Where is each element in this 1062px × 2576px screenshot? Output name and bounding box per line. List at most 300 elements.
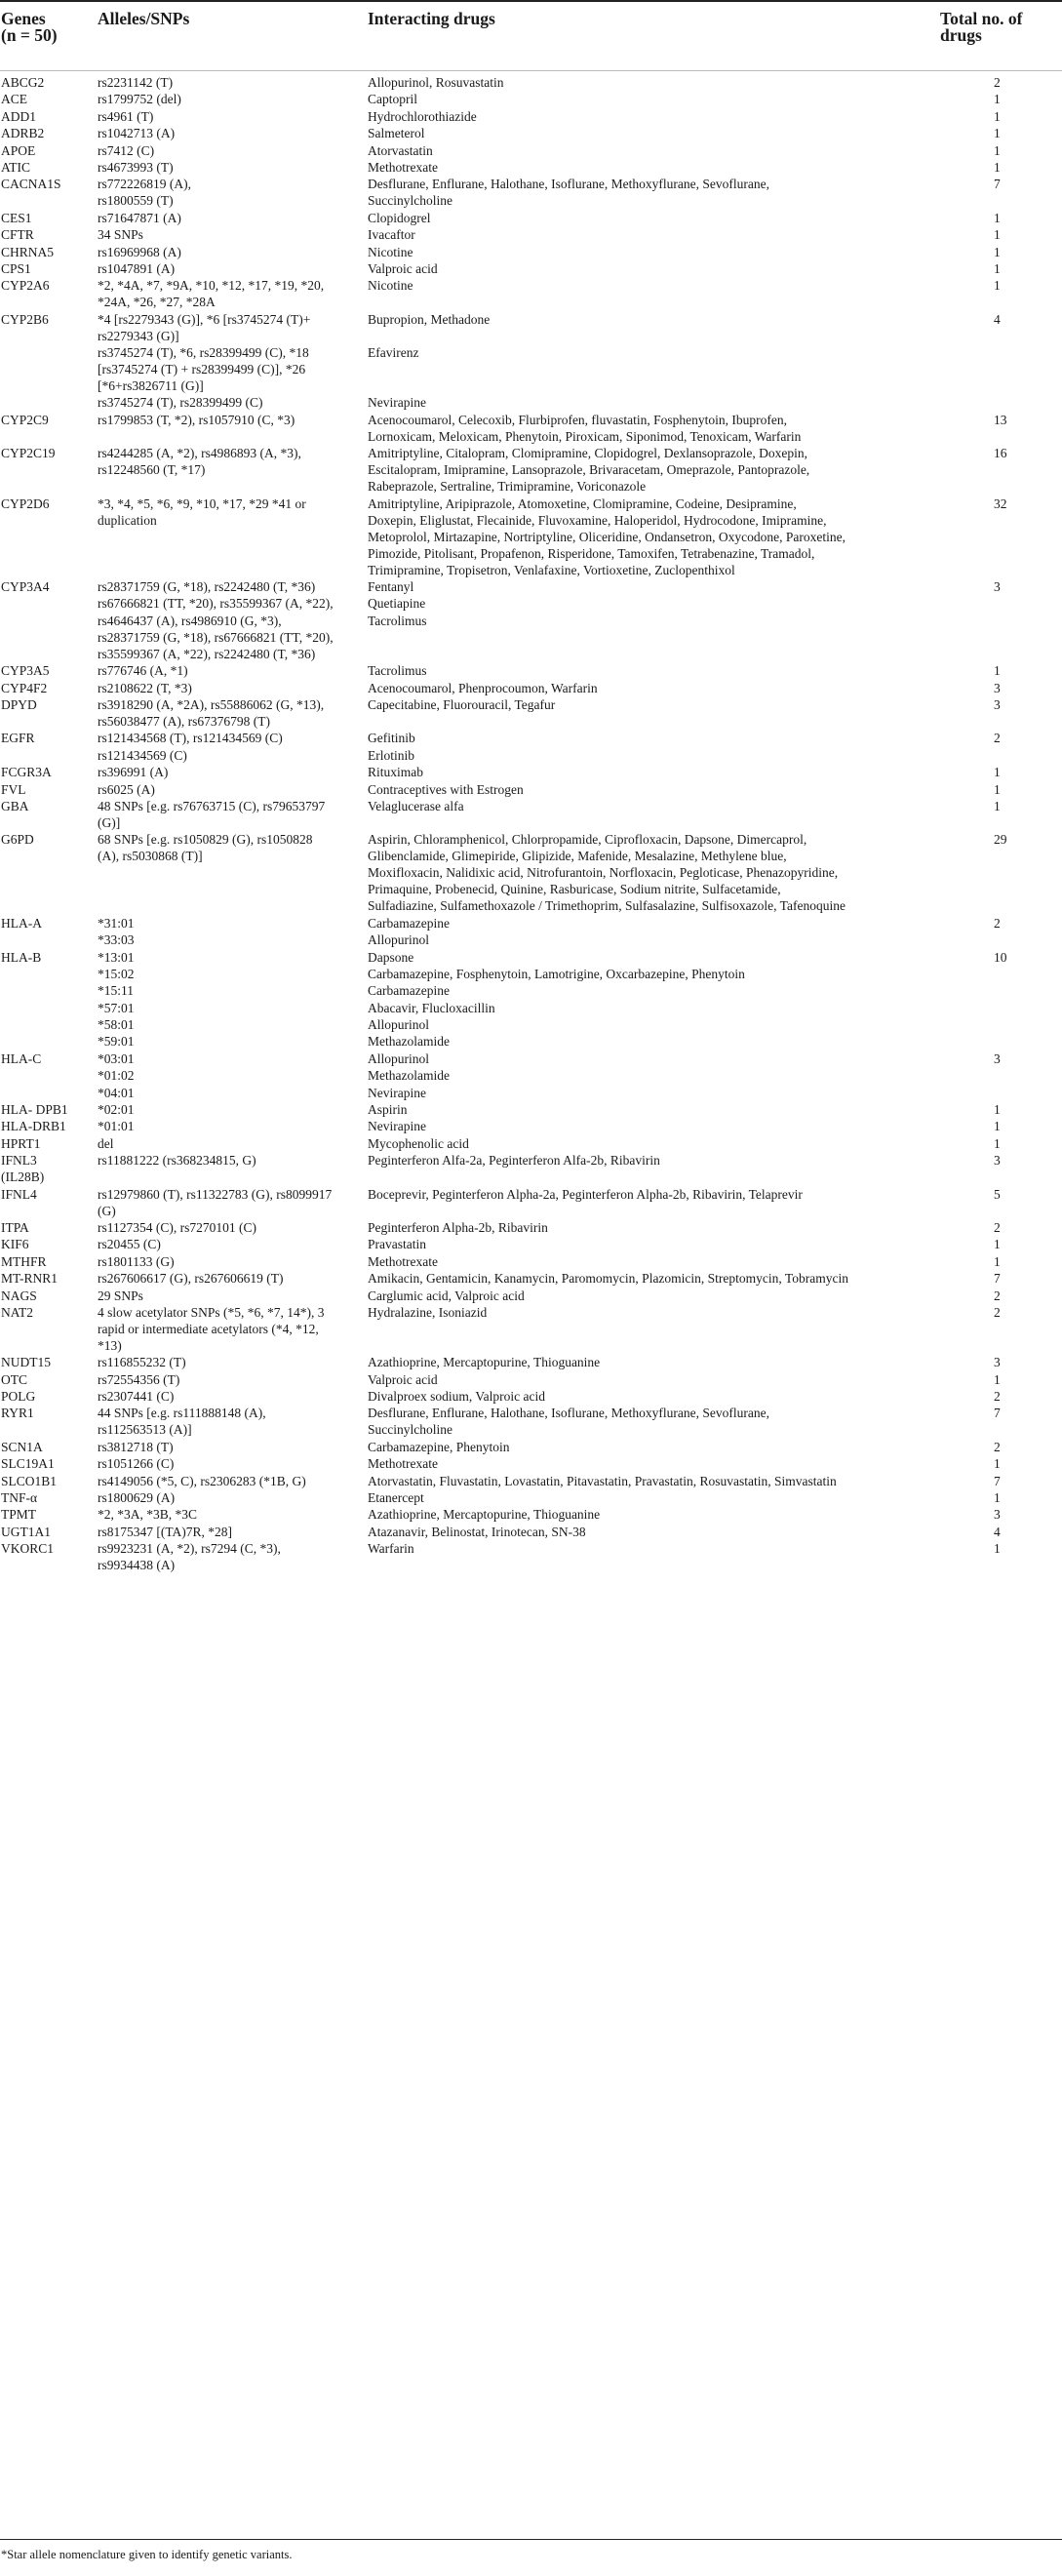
total-cell: 2 <box>994 915 1001 931</box>
total-cell: 3 <box>994 696 1001 712</box>
bottom-rule <box>0 2539 1062 2540</box>
drugs-cell-line: Azathioprine, Mercaptopurine, Thioguanine <box>368 1507 601 1523</box>
allele-cell-line: rs112563513 (A)] <box>98 1422 192 1438</box>
drugs-cell-line: Quetiapine <box>368 596 426 612</box>
drugs-cell <box>368 495 933 578</box>
header-total-line1: Total no. of <box>940 9 1023 28</box>
allele-cell <box>98 445 359 478</box>
drugs-cell-line: Methazolamide <box>368 1034 450 1050</box>
header-total-line2: drugs <box>940 25 982 45</box>
allele-cell <box>98 1270 359 1287</box>
total-cell: 1 <box>994 1541 1001 1557</box>
drugs-cell <box>368 1067 933 1084</box>
gene-cell-line: UGT1A1 <box>1 1524 51 1539</box>
allele-cell-line: rapid or intermediate acetylators (*4, *12, <box>98 1321 319 1336</box>
table-row <box>0 662 1062 679</box>
allele-cell <box>98 1135 359 1152</box>
gene-cell-line: VKORC1 <box>1 1541 55 1557</box>
allele-cell-line: *02:01 <box>98 1102 135 1118</box>
table-row <box>0 1473 1062 1489</box>
drugs-cell-line: Methotrexate <box>368 1456 438 1472</box>
table-row <box>0 210 1062 226</box>
gene-cell <box>1 730 93 746</box>
header-rule <box>0 70 1062 71</box>
allele-cell <box>98 915 359 931</box>
drugs-cell-line: Nevirapine <box>368 395 426 411</box>
table-row <box>0 1288 1062 1304</box>
allele-cell-line: rs9923231 (A, *2), rs7294 (C, *3), <box>98 1541 281 1557</box>
allele-cell <box>98 1304 359 1354</box>
drugs-cell-line: Carbamazepine <box>368 915 450 931</box>
allele-cell-line: 44 SNPs [e.g. rs111888148 (A), <box>98 1406 266 1421</box>
total-cell: 2 <box>994 731 1001 746</box>
gene-cell <box>1 1288 93 1304</box>
total-cell: 1 <box>994 108 1001 124</box>
gene-cell <box>1 210 93 226</box>
allele-cell-line: *13) <box>98 1337 122 1353</box>
gene-cell-line: SLCO1B1 <box>1 1473 58 1488</box>
allele-cell-line: rs72554356 (T) <box>98 1371 180 1387</box>
drugs-cell-line: Valproic acid <box>368 1371 438 1387</box>
total-cell: 1 <box>994 1102 1001 1118</box>
gene-cell-line: CYP2A6 <box>1 278 50 294</box>
allele-cell <box>98 831 359 864</box>
total-cell: 3 <box>994 1507 1001 1523</box>
gene-cell-line: TPMT <box>1 1507 37 1523</box>
gene-cell-line: CACNA1S <box>1 177 61 192</box>
drugs-cell <box>368 1219 933 1236</box>
drugs-cell-line: Acenocoumarol, Phenprocoumon, Warfarin <box>368 680 598 695</box>
allele-cell-line: rs2108622 (T, *3) <box>98 680 192 695</box>
allele-cell-line: rs12248560 (T, *17) <box>98 462 206 478</box>
allele-cell-line: rs396991 (A) <box>98 765 169 780</box>
drugs-cell <box>368 1405 933 1438</box>
allele-cell <box>98 108 359 125</box>
gene-cell <box>1 949 93 966</box>
drugs-cell-line: Allopurinol <box>368 932 429 948</box>
gene-cell-line: TNF-α <box>1 1490 38 1506</box>
gene-cell-line: HLA-C <box>1 1050 42 1066</box>
drugs-cell <box>368 1135 933 1152</box>
total-cell: 2 <box>994 1304 1001 1320</box>
table-row <box>0 1000 1062 1016</box>
allele-cell <box>98 74 359 91</box>
allele-cell-line: rs776746 (A, *1) <box>98 663 188 679</box>
drugs-cell-line: Hydralazine, Isoniazid <box>368 1304 488 1320</box>
allele-cell-line: rs4244285 (A, *2), rs4986893 (A, *3), <box>98 446 301 461</box>
gene-cell <box>1 1101 93 1118</box>
allele-cell-line: rs71647871 (A) <box>98 210 181 225</box>
table-row <box>0 260 1062 277</box>
drugs-cell <box>368 1489 933 1506</box>
allele-cell <box>98 949 359 966</box>
drugs-cell-line: Allopurinol <box>368 1017 429 1033</box>
allele-cell-line: rs67666821 (TT, *20), rs35599367 (A, *22), <box>98 596 334 612</box>
gene-cell-line: GBA <box>1 798 29 813</box>
allele-cell-line: *4 [rs2279343 (G)], *6 [rs3745274 (T)+ <box>98 311 311 327</box>
table-row <box>0 142 1062 159</box>
drugs-cell <box>368 595 933 612</box>
allele-cell-line: [rs3745274 (T) + rs28399499 (C)], *26 <box>98 362 306 377</box>
drugs-cell-line: Abacavir, Flucloxacillin <box>368 1000 495 1015</box>
total-cell: 1 <box>994 227 1001 243</box>
allele-cell-line: *33:03 <box>98 932 135 948</box>
drugs-cell-line: Mycophenolic acid <box>368 1135 469 1151</box>
total-cell: 1 <box>994 1237 1001 1252</box>
table-row <box>0 1135 1062 1152</box>
header-genes <box>1 6 89 45</box>
drugs-cell-line: Glibenclamide, Glimepiride, Glipizide, Mafenide, Mesalazine, Methylene blue, <box>368 849 787 864</box>
table-body <box>0 74 1062 1574</box>
allele-cell <box>98 578 359 595</box>
drugs-cell <box>368 1101 933 1118</box>
allele-cell-line: *15:11 <box>98 983 134 999</box>
allele-cell-line: rs3745274 (T), *6, rs28399499 (C), *18 <box>98 345 309 361</box>
allele-cell <box>98 142 359 159</box>
drugs-cell <box>368 412 933 445</box>
footnote: *Star allele nomenclature given to identify genetic variants. <box>1 2548 293 2561</box>
gene-cell-line: KIF6 <box>1 1237 29 1252</box>
total-cell: 3 <box>994 579 1001 595</box>
gene-cell <box>1 108 93 125</box>
allele-cell-line: rs1800559 (T) <box>98 193 174 209</box>
gene-cell-line: ABCG2 <box>1 75 45 90</box>
allele-cell-line: *13:01 <box>98 949 135 965</box>
gene-cell <box>1 91 93 107</box>
table-row <box>0 1236 1062 1252</box>
drugs-cell <box>368 1455 933 1472</box>
allele-cell-line: (G)] <box>98 814 121 830</box>
total-cell: 1 <box>994 159 1001 175</box>
gene-cell <box>1 74 93 91</box>
drugs-cell-line: Primaquine, Probenecid, Quinine, Rasburicase, Sodium nitrite, Sulfacetamide, <box>368 882 781 897</box>
gene-cell <box>1 1388 93 1405</box>
gene-cell-line: HLA-B <box>1 949 42 965</box>
total-cell: 1 <box>994 1119 1001 1134</box>
table-row <box>0 1253 1062 1270</box>
allele-cell-line: rs1042713 (A) <box>98 126 176 141</box>
table-row <box>0 1270 1062 1287</box>
gene-cell <box>1 764 93 780</box>
gene-cell <box>1 1524 93 1540</box>
allele-cell-line: 68 SNPs [e.g. rs1050829 (G), rs1050828 <box>98 832 313 848</box>
gene-cell <box>1 1506 93 1523</box>
gene-cell-line: CPS1 <box>1 260 31 276</box>
drugs-cell <box>368 931 933 948</box>
drugs-cell <box>368 798 933 814</box>
allele-cell-line: rs56038477 (A), rs67376798 (T) <box>98 713 270 729</box>
drugs-cell-line: Velaglucerase alfa <box>368 798 464 813</box>
allele-cell-line: rs4961 (T) <box>98 108 154 124</box>
gene-cell-line: MT-RNR1 <box>1 1271 59 1287</box>
table-row <box>0 982 1062 999</box>
table-row <box>0 311 1062 344</box>
gene-cell <box>1 125 93 141</box>
drugs-cell-line: Nicotine <box>368 244 413 259</box>
gene-cell-line: ACE <box>1 92 27 107</box>
total-cell: 1 <box>994 1253 1001 1269</box>
allele-cell-line: rs1801133 (G) <box>98 1253 175 1269</box>
gene-cell <box>1 1152 93 1185</box>
gene-cell-line: HLA-DRB1 <box>1 1119 66 1134</box>
header-genes-line1: Genes <box>1 9 46 28</box>
gene-cell <box>1 662 93 679</box>
drugs-cell <box>368 1118 933 1134</box>
drugs-cell-line: Tacrolimus <box>368 663 427 679</box>
drugs-cell-line: Succinylcholine <box>368 1422 452 1438</box>
allele-cell-line: *15:02 <box>98 966 135 981</box>
gene-cell-line: NAT2 <box>1 1304 33 1320</box>
allele-cell-line: rs3812718 (T) <box>98 1439 174 1454</box>
table-row <box>0 966 1062 982</box>
total-cell: 1 <box>994 210 1001 225</box>
drugs-cell <box>368 831 933 914</box>
gene-cell-line: IFNL4 <box>1 1186 37 1202</box>
drugs-cell <box>368 613 933 629</box>
table-row <box>0 159 1062 176</box>
total-cell: 2 <box>994 1389 1001 1405</box>
gene-cell-line: RYR1 <box>1 1406 34 1421</box>
gene-cell <box>1 1439 93 1455</box>
allele-cell-line: (A), rs5030868 (T)] <box>98 849 203 864</box>
table-row <box>0 1540 1062 1573</box>
drugs-cell <box>368 1540 933 1557</box>
allele-cell-line: rs11881222 (rs368234815, G) <box>98 1153 256 1169</box>
drugs-cell-line: Ivacaftor <box>368 227 415 243</box>
table-row <box>0 226 1062 243</box>
allele-cell-line: *2, *4A, *7, *9A, *10, *12, *17, *19, *20, <box>98 278 325 294</box>
allele-cell <box>98 210 359 226</box>
allele-cell-line: rs116855232 (T) <box>98 1355 186 1370</box>
allele-cell <box>98 966 359 982</box>
table-row <box>0 1388 1062 1405</box>
table-row <box>0 1405 1062 1438</box>
total-cell: 7 <box>994 1406 1001 1421</box>
allele-cell-line: rs16969968 (A) <box>98 244 181 259</box>
gene-cell <box>1 311 93 328</box>
allele-cell <box>98 1473 359 1489</box>
allele-cell <box>98 1000 359 1016</box>
gene-cell-line: G6PD <box>1 832 34 848</box>
total-cell: 3 <box>994 1153 1001 1169</box>
drugs-cell-line: Lornoxicam, Meloxicam, Phenytoin, Piroxicam, Siponimod, Tenoxicam, Warfarin <box>368 428 802 444</box>
gene-cell-line: HLA- DPB1 <box>1 1102 68 1118</box>
drugs-cell-line: Fentanyl <box>368 579 414 595</box>
gene-cell-line: CYP2B6 <box>1 311 49 327</box>
table-row <box>0 1033 1062 1050</box>
gene-cell-line: SLC19A1 <box>1 1456 55 1472</box>
gene-cell-line: CYP2C19 <box>1 446 56 461</box>
drugs-cell <box>368 125 933 141</box>
gene-cell <box>1 412 93 428</box>
gene-cell <box>1 1050 93 1067</box>
drugs-cell <box>368 176 933 209</box>
allele-cell-line: rs6025 (A) <box>98 781 155 797</box>
allele-cell <box>98 1101 359 1118</box>
allele-cell <box>98 495 359 529</box>
header-drugs: Interacting drugs <box>368 9 495 28</box>
drugs-cell-line: Atazanavir, Belinostat, Irinotecan, SN-38 <box>368 1524 586 1539</box>
table-row <box>0 91 1062 107</box>
allele-cell-line: rs121434568 (T), rs121434569 (C) <box>98 731 283 746</box>
drugs-cell-line: Dapsone <box>368 949 414 965</box>
drugs-cell <box>368 662 933 679</box>
allele-cell-line: 48 SNPs [e.g. rs76763715 (C), rs79653797 <box>98 798 326 813</box>
drugs-cell <box>368 1152 933 1169</box>
gene-cell <box>1 831 93 848</box>
allele-cell <box>98 394 359 411</box>
gene-cell <box>1 445 93 461</box>
allele-cell-line: *31:01 <box>98 915 135 931</box>
gene-cell <box>1 1489 93 1506</box>
drugs-cell <box>368 1186 933 1203</box>
allele-cell-line: rs1047891 (A) <box>98 260 176 276</box>
drugs-cell-line: Carbamazepine <box>368 983 450 999</box>
drugs-cell-line: Methazolamide <box>368 1068 450 1084</box>
drugs-cell-line: Erlotinib <box>368 747 414 763</box>
total-cell: 1 <box>994 92 1001 107</box>
allele-cell <box>98 1405 359 1438</box>
table-row <box>0 176 1062 209</box>
header-genes-line2: (n = 50) <box>1 25 58 45</box>
drugs-cell <box>368 1236 933 1252</box>
drugs-cell <box>368 1253 933 1270</box>
allele-cell-line: *24A, *26, *27, *28A <box>98 295 216 310</box>
table-row <box>0 1067 1062 1084</box>
header-total <box>940 6 1057 45</box>
allele-cell <box>98 125 359 141</box>
gene-cell-line: OTC <box>1 1371 27 1387</box>
drugs-cell-line: Boceprevir, Peginterferon Alpha-2a, Peginterferon Alpha-2b, Ribavirin, Telaprevir <box>368 1186 803 1202</box>
drugs-cell-line: Amikacin, Gentamicin, Kanamycin, Paromomycin, Plazomicin, Streptomycin, Tobramycin <box>368 1271 848 1287</box>
total-cell: 1 <box>994 663 1001 679</box>
gene-cell <box>1 1473 93 1489</box>
allele-cell <box>98 344 359 394</box>
allele-cell-line: rs4673993 (T) <box>98 159 174 175</box>
drugs-cell-line: Carbamazepine, Fosphenytoin, Lamotrigine, Oxcarbazepine, Phenytoin <box>368 966 745 981</box>
drugs-cell <box>368 344 933 361</box>
total-cell: 7 <box>994 177 1001 192</box>
allele-cell <box>98 1050 359 1067</box>
total-cell: 2 <box>994 75 1001 90</box>
total-cell: 1 <box>994 798 1001 813</box>
gene-cell <box>1 1270 93 1287</box>
drugs-cell-line: Hydrochlorothiazide <box>368 108 477 124</box>
allele-cell-line: 29 SNPs <box>98 1288 143 1303</box>
total-cell: 29 <box>994 832 1007 848</box>
drugs-cell <box>368 949 933 966</box>
drugs-cell-line: Methotrexate <box>368 159 438 175</box>
gene-cell-line: FVL <box>1 781 26 797</box>
allele-cell <box>98 1288 359 1304</box>
drugs-cell-line: Capecitabine, Fluorouracil, Tegafur <box>368 696 556 712</box>
drugs-cell-line: Rituximab <box>368 765 423 780</box>
drugs-cell-line: Aspirin <box>368 1102 408 1118</box>
drugs-cell <box>368 244 933 260</box>
total-cell: 2 <box>994 1219 1001 1235</box>
allele-cell-line: rs3745274 (T), rs28399499 (C) <box>98 395 263 411</box>
drugs-cell-line: Efavirenz <box>368 345 419 361</box>
drugs-cell-line: Peginterferon Alfa-2a, Peginterferon Alfa-2b, Ribavirin <box>368 1153 660 1169</box>
total-cell: 1 <box>994 1456 1001 1472</box>
total-cell: 13 <box>994 412 1007 427</box>
drugs-cell <box>368 277 933 294</box>
allele-cell-line: *01:02 <box>98 1068 135 1084</box>
gene-cell <box>1 1186 93 1203</box>
table-row <box>0 595 1062 612</box>
allele-cell <box>98 1236 359 1252</box>
drugs-cell-line: Methotrexate <box>368 1253 438 1269</box>
allele-cell-line: rs12979860 (T), rs11322783 (G), rs8099917 <box>98 1186 333 1202</box>
gene-cell <box>1 1135 93 1152</box>
drugs-cell <box>368 764 933 780</box>
allele-cell <box>98 595 359 612</box>
total-cell: 3 <box>994 1050 1001 1066</box>
drugs-cell <box>368 747 933 764</box>
allele-cell <box>98 277 359 310</box>
allele-cell-line: duplication <box>98 512 157 528</box>
total-cell: 16 <box>994 446 1007 461</box>
total-cell: 1 <box>994 781 1001 797</box>
table-row <box>0 915 1062 931</box>
total-cell: 3 <box>994 1355 1001 1370</box>
table-row <box>0 831 1062 914</box>
drugs-cell <box>368 210 933 226</box>
total-cell: 3 <box>994 680 1001 695</box>
table-row <box>0 1152 1062 1185</box>
drugs-cell-line: Moxifloxacin, Nalidixic acid, Nitrofurantoin, Norfloxacin, Pegloticase, Phenazopyridine, <box>368 865 839 881</box>
table-row <box>0 798 1062 831</box>
allele-cell <box>98 1118 359 1134</box>
gene-cell <box>1 277 93 294</box>
gene-cell-line: HLA-A <box>1 915 42 931</box>
drugs-cell <box>368 108 933 125</box>
allele-cell <box>98 1253 359 1270</box>
table-row <box>0 244 1062 260</box>
drugs-cell <box>368 311 933 328</box>
table-row <box>0 1118 1062 1134</box>
drugs-cell <box>368 1270 933 1287</box>
gene-cell-line: CHRNA5 <box>1 244 55 259</box>
table-row <box>0 1439 1062 1455</box>
allele-cell-line: rs2307441 (C) <box>98 1389 175 1405</box>
allele-cell <box>98 696 359 730</box>
drugs-cell <box>368 1033 933 1050</box>
total-cell: 1 <box>994 1135 1001 1151</box>
gene-cell <box>1 260 93 277</box>
allele-cell-line: rs28371759 (G, *18), rs2242480 (T, *36) <box>98 579 316 595</box>
drugs-cell <box>368 680 933 696</box>
gene-cell <box>1 1304 93 1321</box>
gene-cell <box>1 142 93 159</box>
table-row <box>0 108 1062 125</box>
table-row <box>0 1016 1062 1033</box>
allele-cell-line: rs28371759 (G, *18), rs67666821 (TT, *20), <box>98 629 334 645</box>
drugs-cell-line: Etanercept <box>368 1490 424 1506</box>
table-row <box>0 1050 1062 1067</box>
allele-cell-line: rs1799752 (del) <box>98 92 181 107</box>
gene-cell <box>1 1118 93 1134</box>
gene-cell-line: CYP3A4 <box>1 579 50 595</box>
table-row <box>0 764 1062 780</box>
drugs-cell-line: Pravastatin <box>368 1237 426 1252</box>
allele-cell-line: *57:01 <box>98 1000 135 1015</box>
allele-cell <box>98 1506 359 1523</box>
allele-cell-line: *03:01 <box>98 1050 135 1066</box>
allele-cell-line: *2, *3A, *3B, *3C <box>98 1507 198 1523</box>
drugs-cell-line: Tacrolimus <box>368 613 427 628</box>
drugs-cell <box>368 730 933 746</box>
